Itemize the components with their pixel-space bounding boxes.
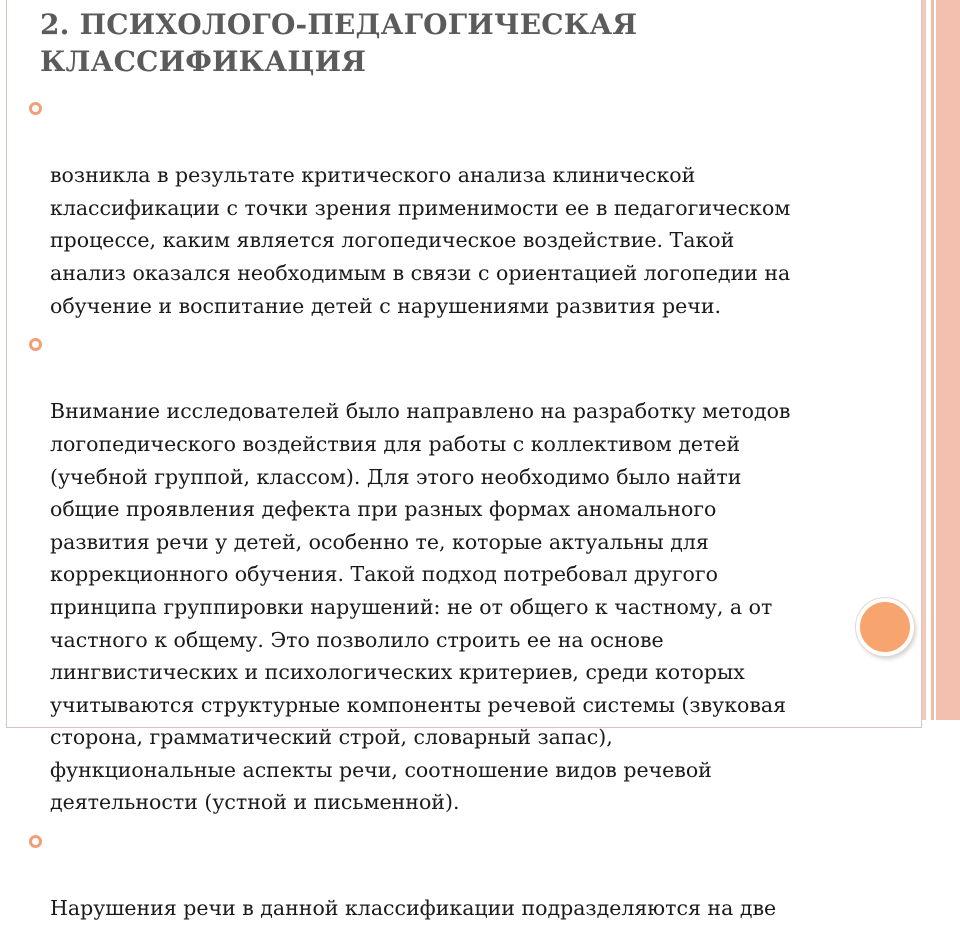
- stripe: [936, 0, 960, 720]
- bullet-item: [28, 330, 928, 819]
- bullet-text: возникла в результате критического анализа клинической классификации с точки зрения применимости ее в педагогическом процессе, каким является логопедическое воздействие. Такой анализ оказался необходимым в связи с ориентацией логопедии на обучение и воспитание детей с нарушениями развития речи.: [50, 163, 791, 318]
- bullet-circle-icon: [29, 835, 42, 848]
- bullet-circle-icon: [29, 338, 42, 351]
- slide-title: 2. ПСИХОЛОГО-ПЕДАГОГИЧЕСКАЯ КЛАССИФИКАЦИЯ: [40, 8, 638, 78]
- bullet-text: Нарушения речи в данной классификации подразделяются на две: [50, 896, 777, 921]
- bullet-text: Внимание исследователей было направлено на разработку методов логопедического воздействия для работы с коллективом детей (учебной группой, классом). Для этого необходимо было найти общие проявления дефекта при разных формах аномального развития речи у детей, особенно те, которые актуальны для коррекционного обучения. Такой подход потребовал другого принципа группировки нарушений: не от общего к частному, а от частного к общему. Это позволило строить ее на основе лингвистических и психологических критериев, среди которых учитываются структурные компоненты речевой системы (звуковая сторона, грамматический строй, словарный запас), функциональные аспекты речи, соотношение видов речевой деятельности (устной и письменной).: [50, 399, 791, 815]
- bullet-list: [28, 94, 928, 933]
- bullet-item: [28, 827, 928, 925]
- bullet-circle-icon: [29, 102, 42, 115]
- bullet-item: [28, 94, 928, 322]
- stripe: [931, 0, 934, 720]
- decorative-orange-circle: [856, 598, 914, 656]
